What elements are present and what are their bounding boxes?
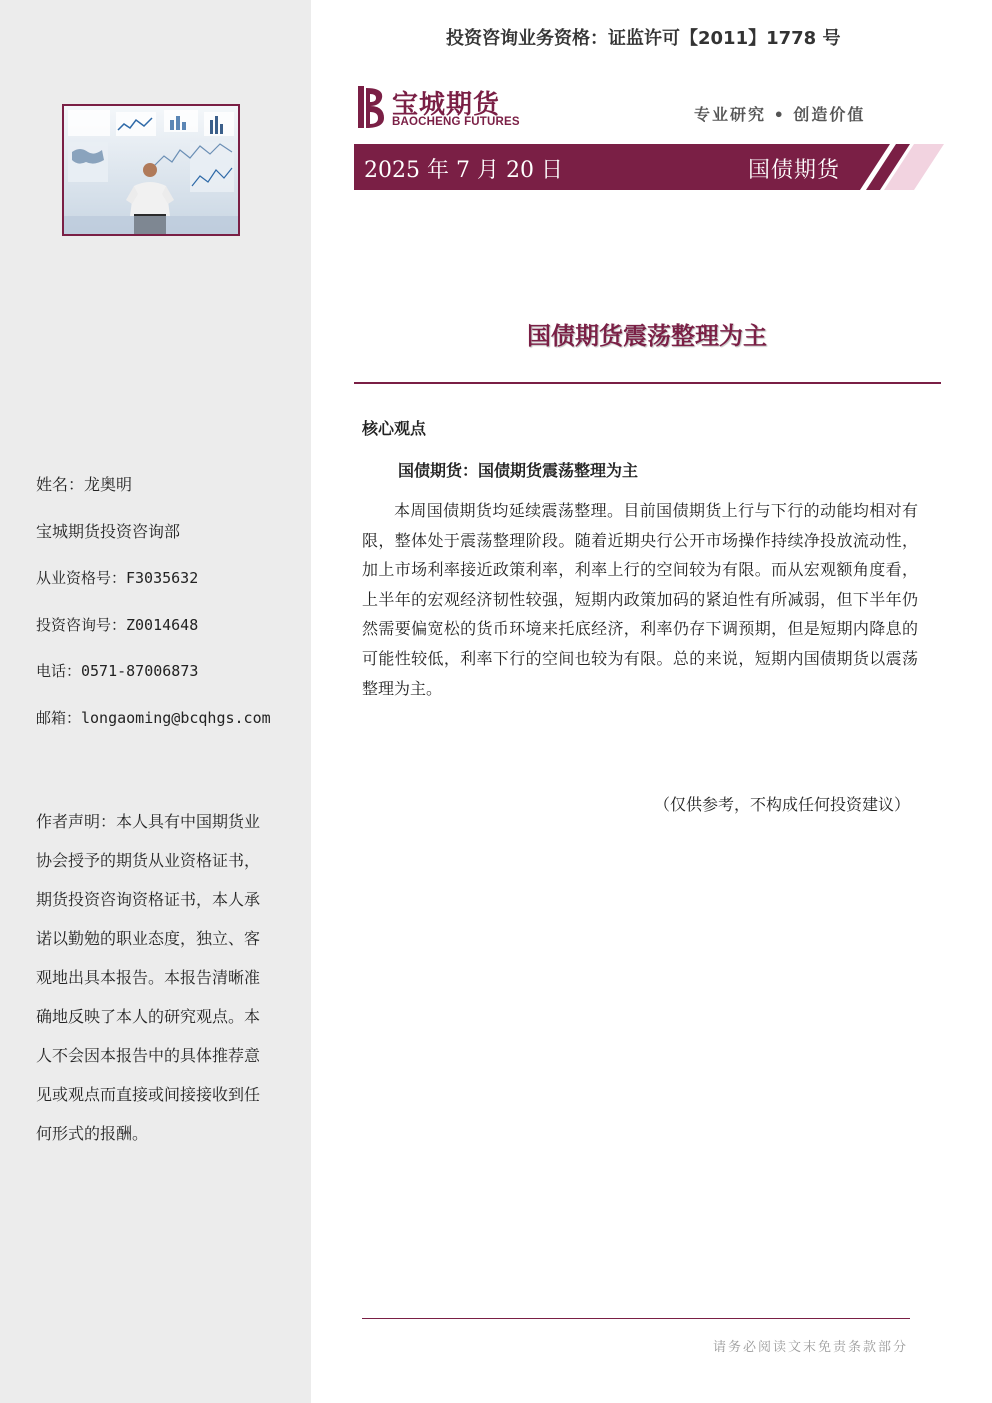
author-name: 姓名：龙奥明 — [36, 475, 133, 494]
slogan: 专业研究 • 创造价值 — [694, 105, 866, 124]
report-title: 国债期货震荡整理为主 — [527, 322, 767, 350]
reference-disclaimer: （仅供参考，不构成任何投资建议） — [653, 795, 910, 814]
cover-image — [62, 104, 240, 236]
logo-chinese-name: 宝城期货 — [392, 90, 501, 120]
report-date: 2025 年 7 月 20 日 — [364, 158, 563, 183]
author-qualification-number: 从业资格号：F3035632 — [36, 569, 199, 588]
license-text: 投资咨询业务资格：证监许可【2011】1778 号 — [446, 28, 841, 49]
sidebar — [0, 0, 311, 1403]
author-statement: 作者声明：本人具有中国期货业协会授予的期货从业资格证书，期货投资咨询资格证书，本人承诺以勤勉的职业态度，独立、客观地出具本报告。本报告清晰准确地反映了本人的研究观点。本人不会因本报告中的具体推荐意见或观点而直接或间接接收到任何形式的报酬。 — [36, 812, 261, 1143]
sub-heading: 国债期货：国债期货震荡整理为主 — [398, 461, 639, 480]
title-divider — [354, 382, 941, 384]
author-info — [36, 474, 296, 754]
company-logo — [356, 84, 526, 134]
analyst-screens-illustration — [64, 106, 238, 234]
baocheng-logo-icon — [356, 84, 388, 130]
footer-divider — [362, 1318, 910, 1319]
author-phone: 电话：0571-87006873 — [36, 662, 199, 681]
author-department: 宝城期货投资咨询部 — [36, 521, 181, 541]
section-heading: 核心观点 — [362, 419, 427, 438]
body-paragraph: 本周国债期货均延续震荡整理。目前国债期货上行与下行的动能均相对有限，整体处于震荡整理阶段。随着近期央行公开市场操作持续净投放流动性，加上市场利率接近政策利率，利率上行的空间较为有限。而从宏观额角度看，上半年的宏观经济韧性较强，短期内政策加码的紧迫性有所减弱，但下半年仍然需要偏宽松的货币环境来托底经济，利率仍存下调预期，但是短期内降息的可能性较低，利率下行的空间也较为有限。总的来说，短期内国债期货以震荡整理为主。 — [362, 501, 918, 698]
author-email: 邮箱：longaoming@bcqhgs.com — [36, 708, 271, 727]
date-banner — [354, 144, 944, 190]
logo-english-name: BAOCHENG FUTURES — [392, 116, 520, 128]
report-category: 国债期货 — [748, 158, 841, 183]
author-consulting-number: 投资咨询号：Z0014648 — [36, 615, 199, 634]
footer-note: 请务必阅读文末免责条款部分 — [712, 1340, 908, 1355]
